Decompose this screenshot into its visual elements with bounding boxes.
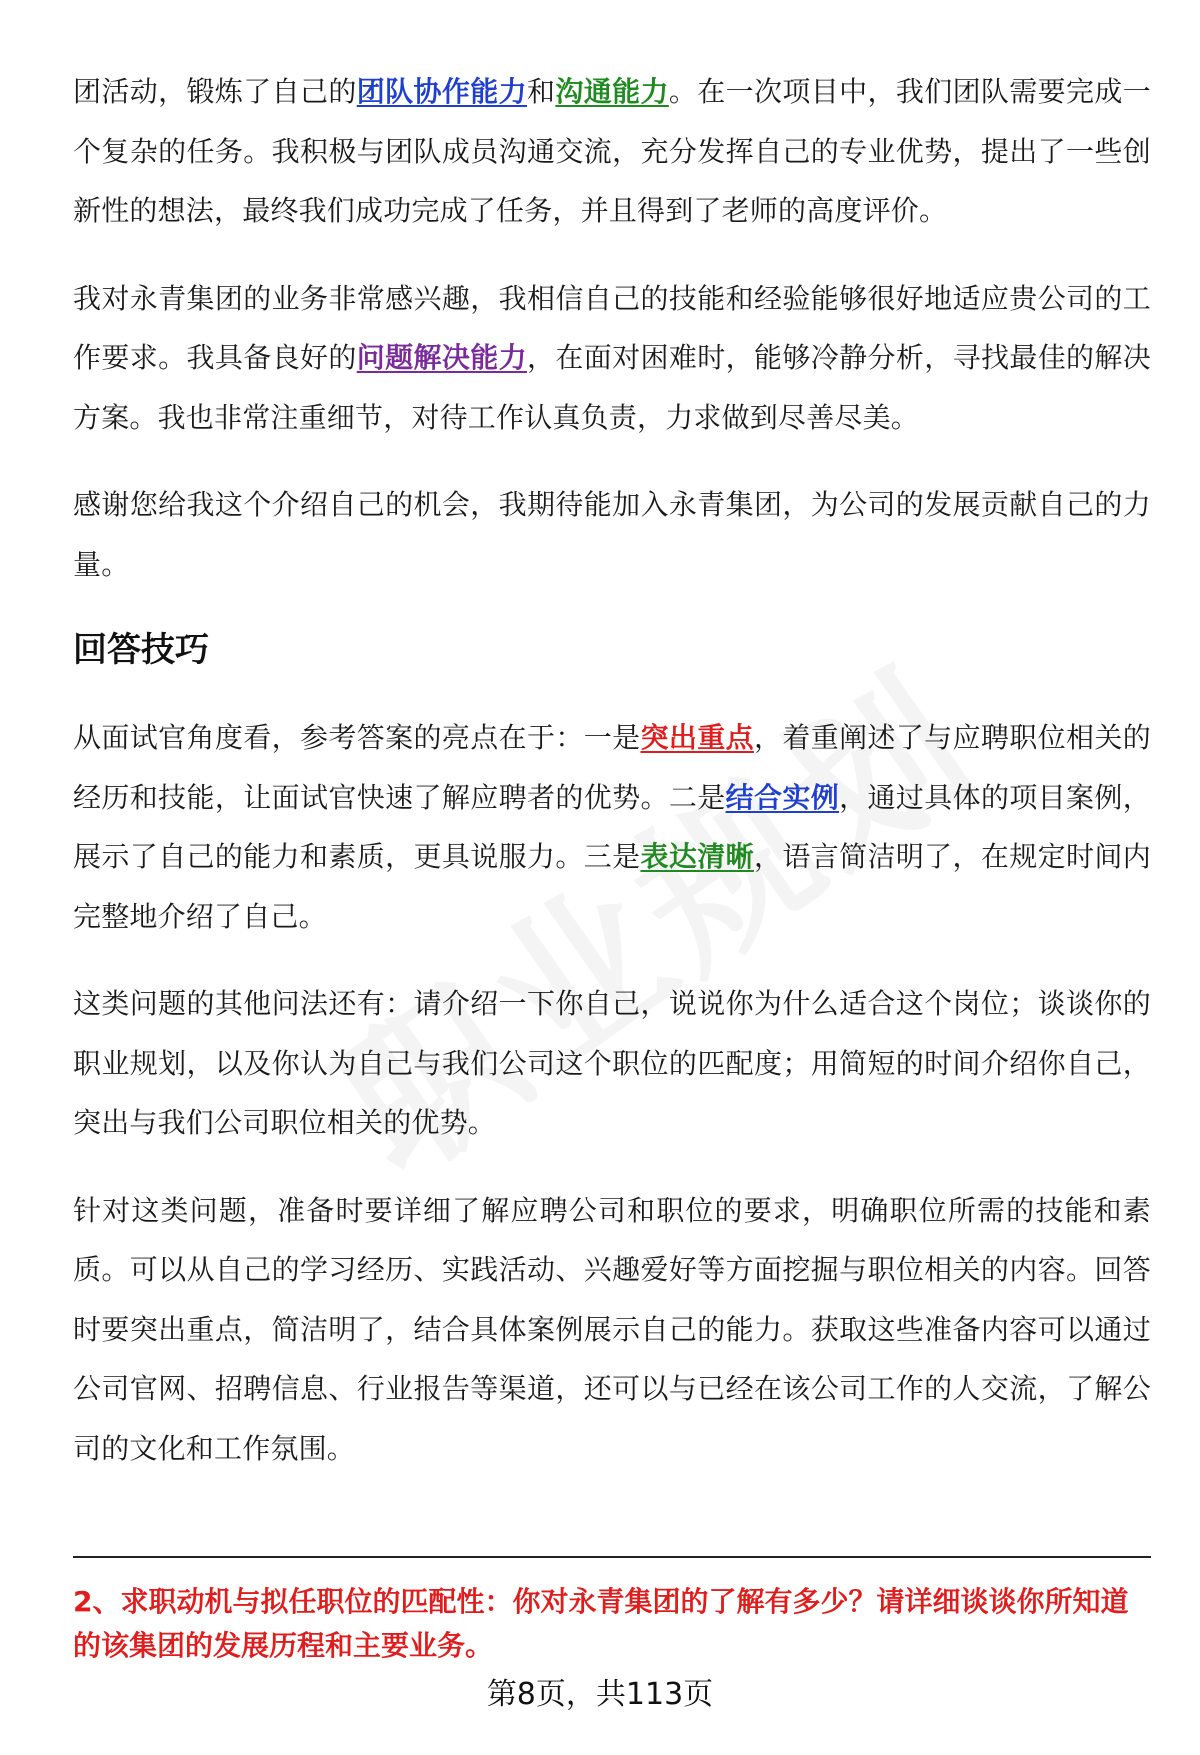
highlight-teamwork: 团队协作能力	[356, 75, 527, 108]
text-segment: ，通过具体的项目案例，展示了自己的能力和素质，更具说服力。三是	[73, 780, 1152, 873]
answer-paragraph-interest	[73, 269, 1151, 448]
highlight-examples: 结合实例	[725, 780, 840, 814]
section-divider	[73, 1556, 1151, 1558]
highlight-communication: 沟通能力	[555, 75, 669, 108]
text-segment: 。在一次项目中，我们团队需要完成一个复杂的任务。我积极与团队成员沟通交流，充分发挥自己的专业优势，提出了一些创新性的想法，最终我们成功完成了任务，并且得到了老师的高度评价。	[73, 75, 1151, 227]
text-segment: 我对永青集团的业务非常感兴趣，我相信自己的技能和经验能够很好地适应贵公司的工作要求。我具备良好的	[73, 281, 1151, 374]
highlight-problem-solving: 问题解决能力	[356, 341, 527, 374]
tips-paragraph-variants: 这类问题的其他问法还有：请介绍一下你自己，说说你为什么适合这个岗位；谈谈你的职业规划，以及你认为自己与我们公司这个职位的匹配度；用简短的时间介绍你自己，突出与我们公司职位相关的优势。	[73, 987, 1151, 1139]
text-segment: 从面试官角度看，参考答案的亮点在于：一是	[73, 721, 641, 754]
answer-paragraph-closing	[73, 475, 1151, 594]
tips-paragraph-preparation: 针对这类问题，准备时要详细了解应聘公司和职位的要求，明确职位所需的技能和素质。可以从自己的学习经历、实践活动、兴趣爱好等方面挖掘与职位相关的内容。回答时要突出重点，简洁明了，结合具体案例展示自己的能力。获取这些准备内容可以通过公司官网、招聘信息、行业报告等渠道，还可以与已经在该公司工作的人交流，了解公司的文化和工作氛围。	[73, 1193, 1151, 1465]
text-segment: 团活动，锻炼了自己的	[73, 75, 357, 108]
text-segment: 感谢您给我这个介绍自己的机会，我期待能加入永青集团，为公司的发展贡献自己的力量。	[73, 488, 1151, 581]
tips-paragraph-highlights	[73, 708, 1151, 946]
text-segment: ，着重阐述了与应聘职位相关的经历和技能，让面试官快速了解应聘者的优势。二是	[73, 721, 1151, 814]
text-segment: ，语言简洁明了，在规定时间内完整地介绍了自己。	[73, 840, 1151, 933]
text-segment: ，在面对困难时，能够冷静分析，寻找最佳的解决方案。我也非常注重细节，对待工作认真负责，力求做到尽善尽美。	[73, 341, 1152, 434]
page-content	[73, 62, 1151, 1506]
section-title: 回答技巧	[73, 630, 209, 670]
highlight-focus: 突出重点	[640, 721, 754, 754]
page-number: 第8页，共113页	[486, 1677, 714, 1712]
answer-paragraph-teamwork	[73, 62, 1151, 241]
next-question: 2、求职动机与拟任职位的匹配性：你对永青集团的了解有多少？请详细谈谈你所知道的该集团的发展历程和主要业务。	[73, 1585, 1129, 1662]
text-segment: 和	[526, 75, 556, 108]
highlight-clarity: 表达清晰	[640, 840, 754, 873]
